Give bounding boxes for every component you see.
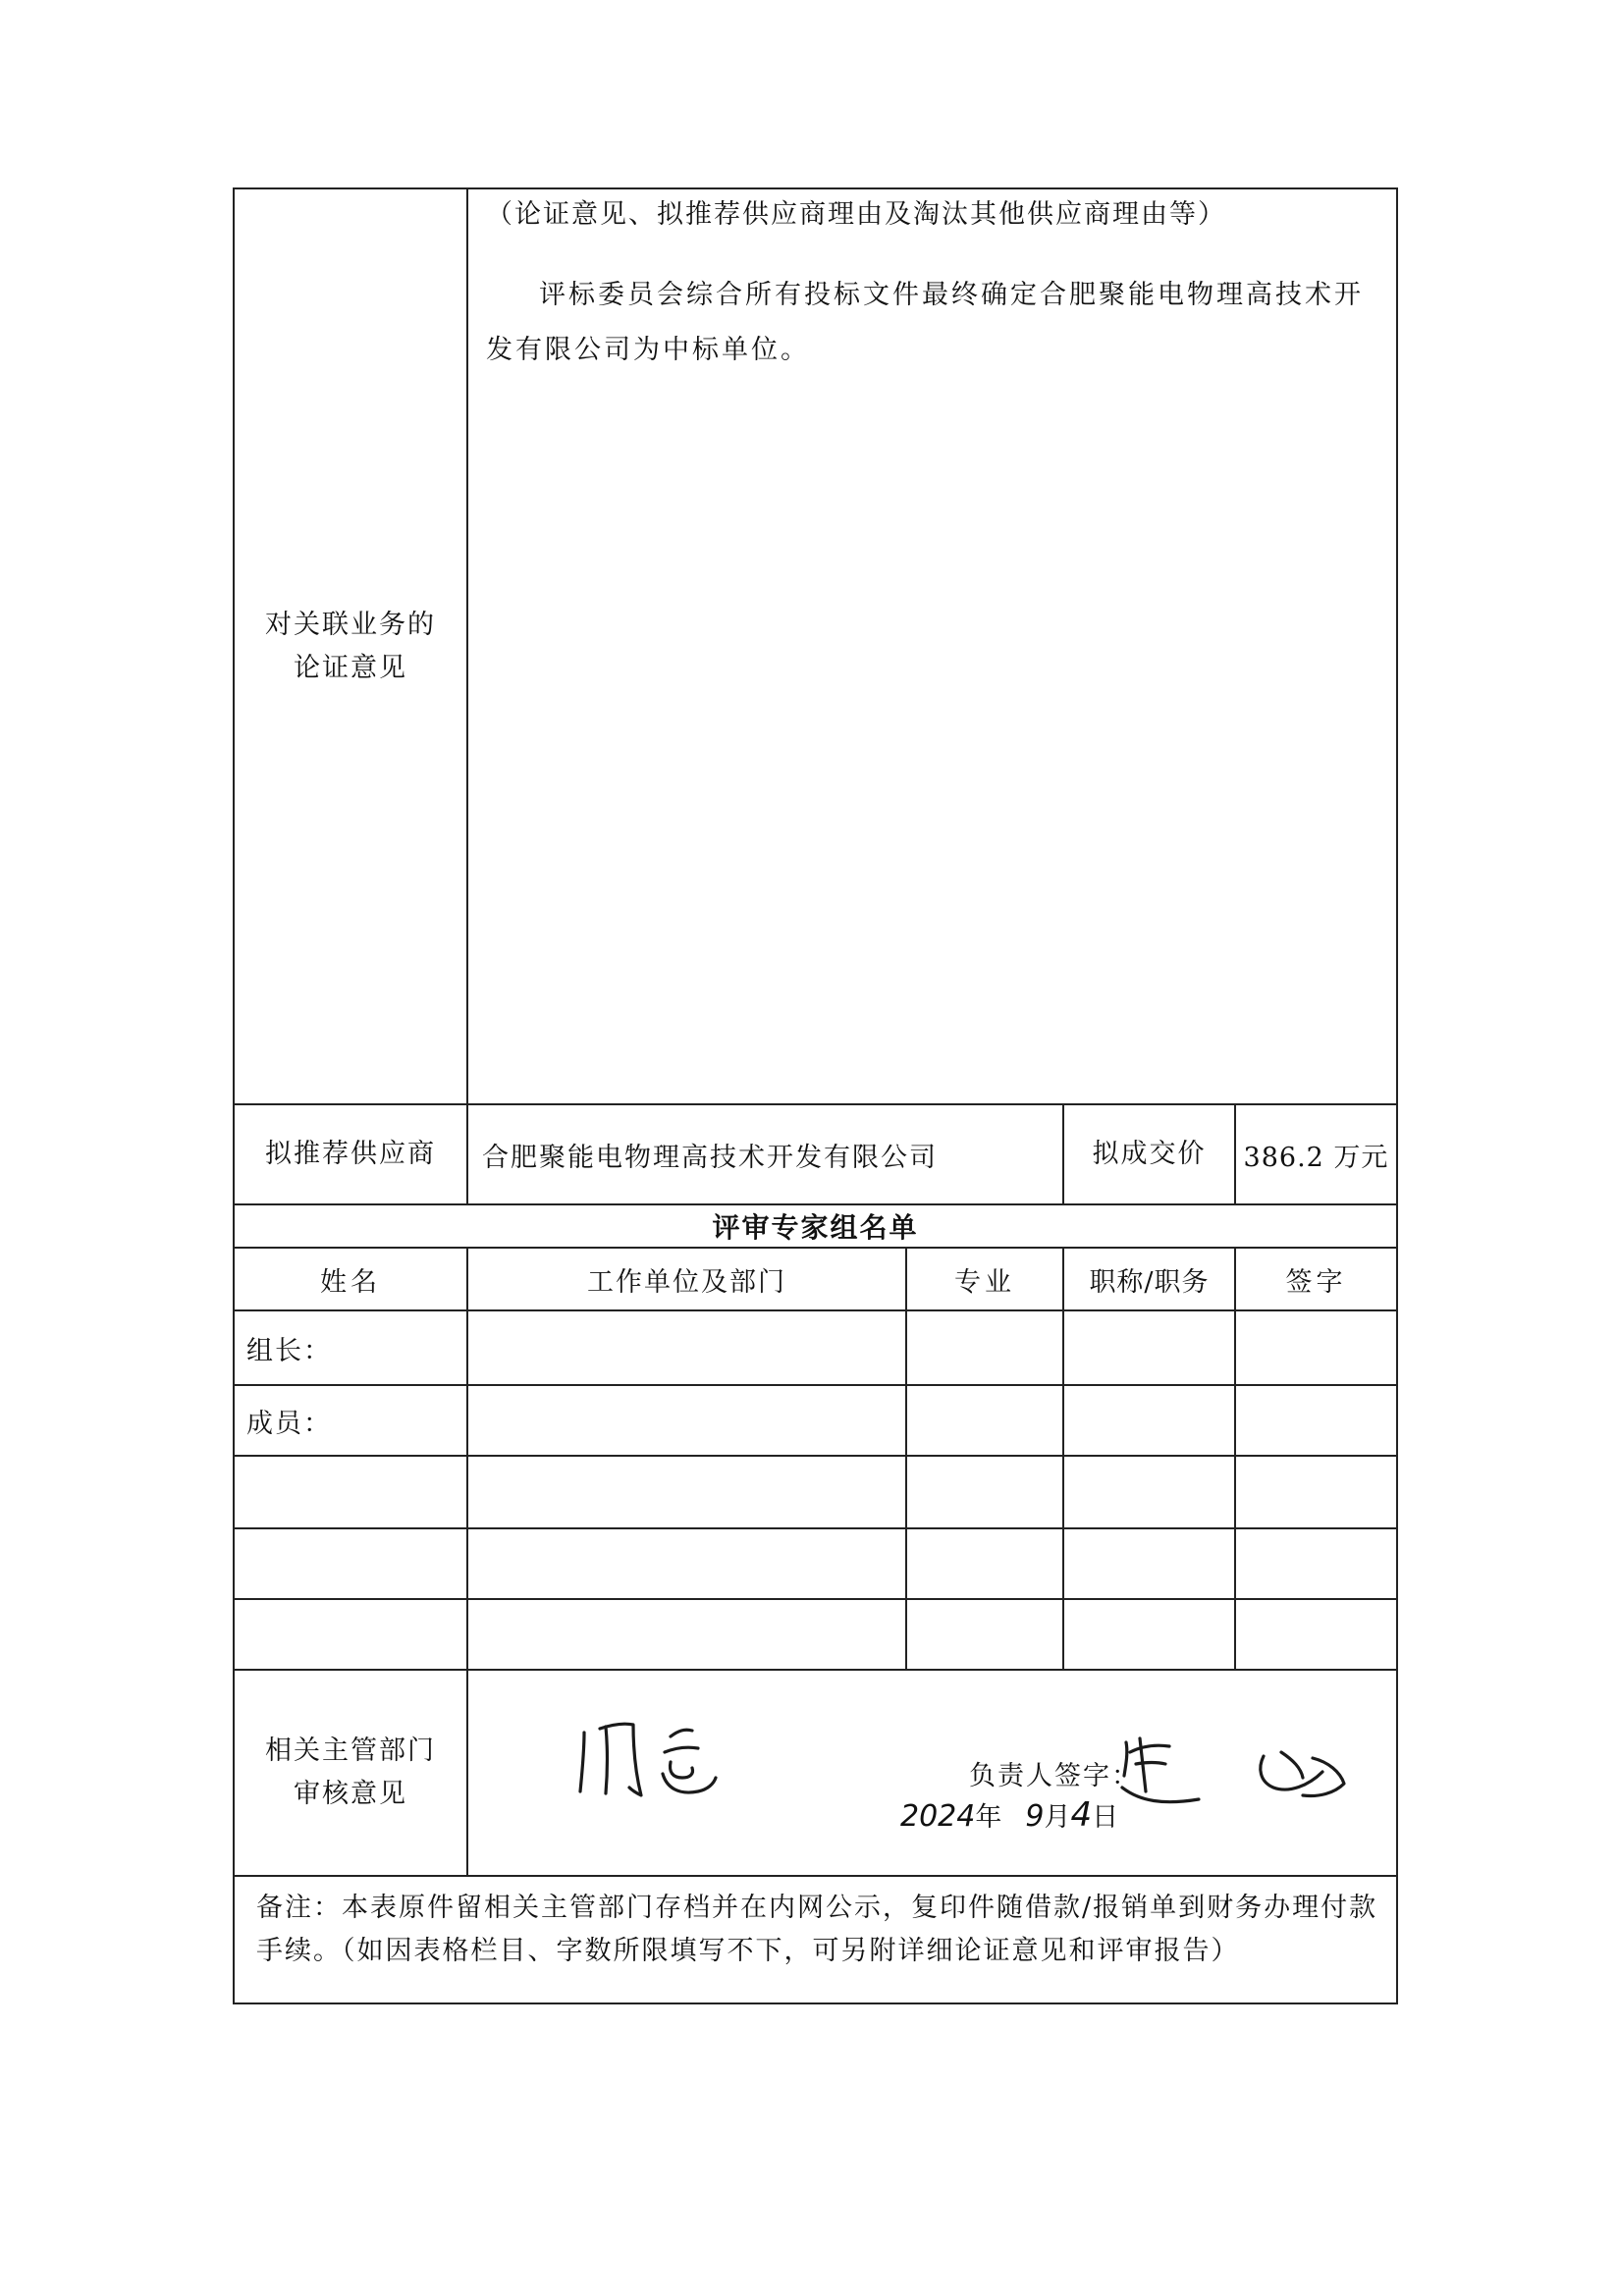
table-row xyxy=(234,1310,1397,1385)
expert-title xyxy=(1063,1599,1235,1670)
supplier-row xyxy=(234,1104,1397,1204)
expert-major xyxy=(906,1456,1063,1528)
experts-title-row xyxy=(234,1204,1397,1248)
expert-title xyxy=(1063,1385,1235,1456)
header-major: 专业 xyxy=(906,1248,1063,1310)
opinion-text: 评标委员会综合所有投标文件最终确定合肥聚能电物理高技术开发有限公司为中标单位。 xyxy=(486,280,1364,365)
review-date xyxy=(900,1795,1118,1835)
expert-title xyxy=(1063,1456,1235,1528)
header-sign: 签字 xyxy=(1235,1248,1397,1310)
price-value: 386.2 万元 xyxy=(1235,1104,1397,1204)
opinion-label-line1: 对关联业务的 xyxy=(265,609,436,640)
expert-sign xyxy=(1235,1385,1397,1456)
expert-title xyxy=(1063,1528,1235,1599)
expert-sign xyxy=(1235,1456,1397,1528)
opinion-row xyxy=(234,188,1397,1104)
expert-sign xyxy=(1235,1310,1397,1385)
expert-unit xyxy=(467,1456,906,1528)
expert-sign xyxy=(1235,1599,1397,1670)
header-title: 职称/职务 xyxy=(1063,1248,1235,1310)
supplier-value: 合肥聚能电物理高技术开发有限公司 xyxy=(467,1104,1063,1204)
procurement-form-table xyxy=(233,187,1398,2004)
expert-major xyxy=(906,1528,1063,1599)
opinion-hint: （论证意见、拟推荐供应商理由及淘汰其他供应商理由等） xyxy=(486,199,1226,230)
date-month-suffix: 月 xyxy=(1044,1802,1071,1833)
table-row xyxy=(234,1528,1397,1599)
experts-section-title: 评审专家组名单 xyxy=(234,1204,1397,1248)
expert-major xyxy=(906,1310,1063,1385)
expert-role xyxy=(234,1599,467,1670)
opinion-label-cell xyxy=(234,188,467,1104)
review-label-cell xyxy=(234,1670,467,1876)
review-row xyxy=(234,1670,1397,1876)
supplier-label: 拟推荐供应商 xyxy=(234,1104,467,1204)
price-label: 拟成交价 xyxy=(1063,1104,1235,1204)
header-unit: 工作单位及部门 xyxy=(467,1248,906,1310)
expert-role: 成员： xyxy=(234,1385,467,1456)
expert-unit xyxy=(467,1528,906,1599)
signer-label: 负责人签字： xyxy=(969,1761,1140,1791)
remark-row xyxy=(234,1876,1397,2003)
expert-role xyxy=(234,1528,467,1599)
opinion-label-line2: 论证意见 xyxy=(294,652,407,683)
date-month: 9 xyxy=(1025,1799,1045,1834)
opinion-content-cell xyxy=(467,188,1397,1104)
expert-unit xyxy=(467,1310,906,1385)
expert-unit xyxy=(467,1599,906,1670)
date-day: 4 xyxy=(1070,1795,1093,1835)
expert-title xyxy=(1063,1310,1235,1385)
handwritten-signature xyxy=(1116,1733,1352,1821)
remark-text: 备注：本表原件留相关主管部门存档并在内网公示，复印件随借款/报销单到财务办理付款手续。（如因表格栏目、字数所限填写不下，可另附详细论证意见和评审报告） xyxy=(234,1876,1397,2003)
experts-header-row xyxy=(234,1248,1397,1310)
expert-major xyxy=(906,1385,1063,1456)
expert-role xyxy=(234,1456,467,1528)
table-row xyxy=(234,1385,1397,1456)
expert-major xyxy=(906,1599,1063,1670)
review-label-line1: 相关主管部门 xyxy=(265,1735,436,1766)
expert-role: 组长： xyxy=(234,1310,467,1385)
date-day-suffix: 日 xyxy=(1092,1802,1119,1833)
table-row xyxy=(234,1456,1397,1528)
expert-sign xyxy=(1235,1528,1397,1599)
handwritten-approval xyxy=(576,1713,743,1801)
expert-unit xyxy=(467,1385,906,1456)
table-row xyxy=(234,1599,1397,1670)
header-name: 姓名 xyxy=(234,1248,467,1310)
date-year-suffix: 年 xyxy=(975,1802,1002,1833)
review-label-line2: 审核意见 xyxy=(294,1779,407,1809)
review-content-cell xyxy=(467,1670,1397,1876)
date-year: 2024 xyxy=(900,1799,976,1834)
